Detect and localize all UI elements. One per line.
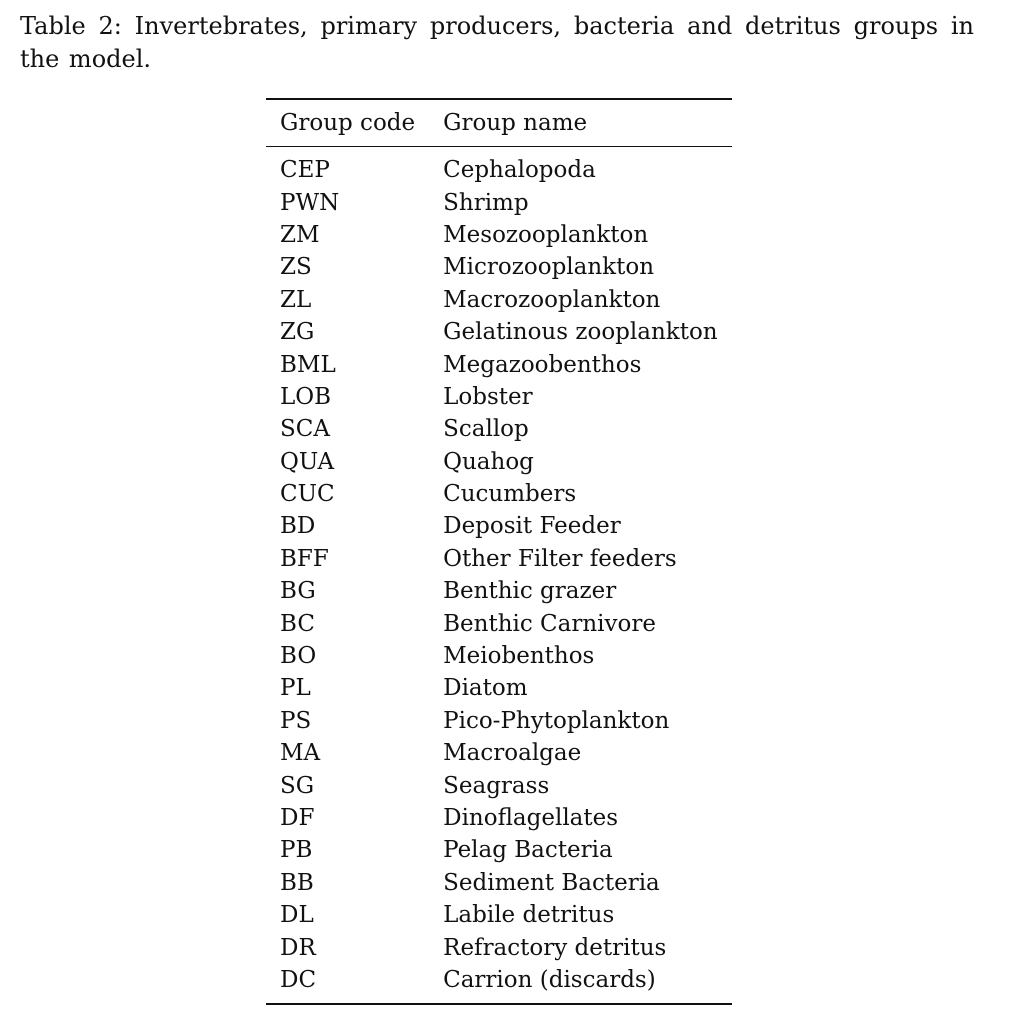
table-header	[266, 99, 732, 147]
table-body	[266, 147, 732, 1005]
table-row	[266, 964, 732, 1004]
group-name-cell: Diatom	[443, 675, 528, 702]
group-name-cell: Refractory detritus	[443, 934, 667, 961]
table-row	[266, 802, 732, 834]
group-code-cell: ZL	[280, 286, 312, 313]
group-name-cell: Carrion (discards)	[443, 966, 656, 993]
group-code-cell: SCA	[280, 416, 330, 443]
table-row	[266, 348, 732, 380]
group-name-cell: Sediment Bacteria	[443, 869, 660, 896]
group-code-cell: PL	[280, 675, 311, 702]
table-row	[266, 899, 732, 931]
group-name-cell: Other Filter feeders	[443, 545, 677, 572]
group-code-cell: DC	[280, 966, 317, 993]
header-group-name: Group name	[443, 110, 588, 136]
group-code-cell: PS	[280, 707, 312, 734]
group-code-cell: ZS	[280, 254, 312, 281]
group-code-cell: BFF	[280, 545, 329, 572]
group-name-cell: Gelatinous zooplankton	[443, 319, 718, 346]
table-row	[266, 284, 732, 316]
table-row	[266, 446, 732, 478]
table-row	[266, 186, 732, 218]
group-name-cell: Pelag Bacteria	[443, 837, 613, 864]
group-name-cell: Lobster	[443, 383, 533, 410]
group-name-cell: Macrozooplankton	[443, 286, 661, 313]
group-name-cell: Cephalopoda	[443, 157, 596, 184]
table-row	[266, 769, 732, 801]
table-row	[266, 867, 732, 899]
group-name-cell: Cucumbers	[443, 481, 577, 508]
group-code-cell: BC	[280, 610, 315, 637]
group-code-cell: CEP	[280, 157, 330, 184]
table-row	[266, 316, 732, 348]
group-code-cell: ZG	[280, 319, 315, 346]
group-name-cell: Macroalgae	[443, 740, 582, 767]
group-name-cell: Shrimp	[443, 189, 529, 216]
group-name-cell: Seagrass	[443, 772, 550, 799]
group-name-cell: Mesozooplankton	[443, 221, 649, 248]
group-table-container	[266, 98, 724, 1005]
table-row	[266, 834, 732, 866]
table-row	[266, 705, 732, 737]
table-row	[266, 640, 732, 672]
group-code-cell: DF	[280, 805, 315, 831]
group-code-cell: ZM	[280, 221, 320, 248]
table-row	[266, 478, 732, 510]
table-row	[266, 147, 732, 187]
table-row	[266, 672, 732, 704]
group-name-cell: Labile detritus	[443, 902, 615, 929]
group-code-cell: DL	[280, 902, 314, 929]
table-row	[266, 510, 732, 542]
table-row	[266, 607, 732, 639]
group-name-cell: Microzooplankton	[443, 254, 655, 281]
group-code-cell: PB	[280, 837, 313, 864]
group-name-cell: Meiobenthos	[443, 643, 595, 670]
group-name-cell: Dinoflagellates	[443, 805, 619, 831]
table-caption: Table 2: Invertebrates, primary producers, bacteria and detritus groups in the model.	[20, 12, 974, 73]
group-code-cell: BO	[280, 643, 317, 670]
table-row	[266, 219, 732, 251]
group-code-cell: BG	[280, 578, 316, 605]
table-row	[266, 575, 732, 607]
header-row	[266, 99, 732, 147]
group-name-cell: Deposit Feeder	[443, 513, 621, 540]
table-row	[266, 251, 732, 283]
group-name-cell: Benthic grazer	[443, 578, 617, 605]
group-table	[266, 98, 732, 1005]
group-code-cell: CUC	[280, 481, 335, 508]
group-code-cell: SG	[280, 772, 315, 799]
group-code-cell: PWN	[280, 189, 340, 216]
group-name-cell: Scallop	[443, 416, 529, 443]
table-row	[266, 931, 732, 963]
table-row	[266, 737, 732, 769]
group-name-cell: Quahog	[443, 448, 534, 475]
group-code-cell: BB	[280, 869, 314, 896]
table-row	[266, 413, 732, 445]
group-code-cell: BML	[280, 351, 336, 378]
group-name-cell: Benthic Carnivore	[443, 610, 656, 637]
header-group-code: Group code	[280, 110, 416, 136]
group-code-cell: QUA	[280, 448, 335, 475]
group-code-cell: LOB	[280, 383, 332, 410]
table-row	[266, 381, 732, 413]
group-code-cell: MA	[280, 740, 321, 767]
group-name-cell: Megazoobenthos	[443, 351, 642, 378]
group-code-cell: DR	[280, 934, 316, 961]
group-code-cell: BD	[280, 513, 316, 540]
group-name-cell: Pico-Phytoplankton	[443, 707, 670, 734]
table-row	[266, 543, 732, 575]
